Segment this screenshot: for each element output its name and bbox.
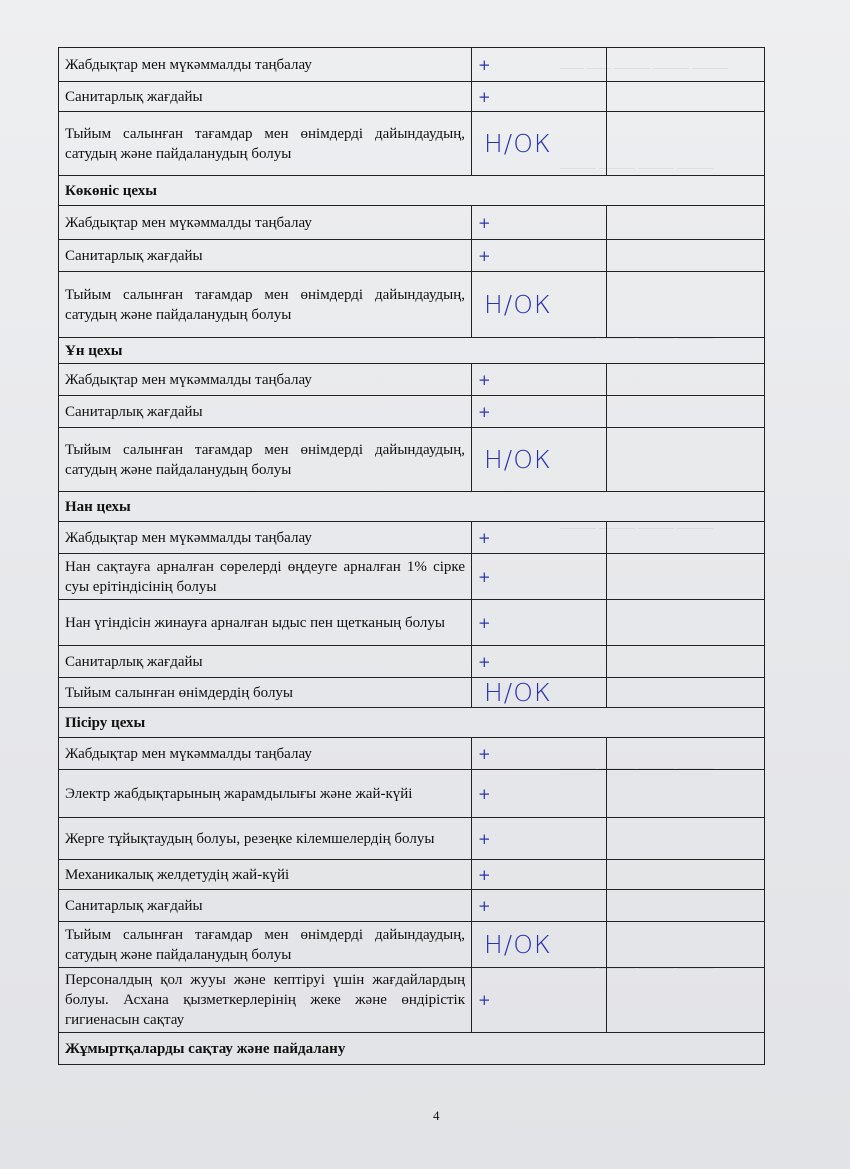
checklist-item-label: Персоналдың қол жууы және кептіруі үшін жағдайлардың болуы. Асхана қызметкерлерінің жеке және өндірістік гигиенасын сақтау <box>59 968 472 1033</box>
empty-cell <box>607 428 765 492</box>
bleed-through-texture: ——— ——— ——— ——— <box>560 960 713 974</box>
empty-cell <box>607 922 765 968</box>
handwritten-check-mark: + <box>472 364 607 396</box>
handwritten-check-mark: + <box>472 396 607 428</box>
empty-cell <box>607 48 765 82</box>
empty-cell <box>607 112 765 176</box>
checklist-row <box>59 112 765 176</box>
empty-cell <box>607 522 765 554</box>
section-header-row <box>59 338 765 364</box>
checklist-item-label: Жерге тұйықтаудың болуы, резеңке кілемшелердің болуы <box>59 818 472 860</box>
handwritten-note: Н/ОК <box>472 272 607 338</box>
checklist-row <box>59 554 765 600</box>
section-header-row <box>59 1033 765 1065</box>
empty-cell <box>607 738 765 770</box>
empty-cell <box>607 272 765 338</box>
handwritten-note: Н/ОК <box>472 922 607 968</box>
checklist-row <box>59 48 765 82</box>
bleed-through-texture: ——— ——— ——— ——— <box>560 160 713 174</box>
empty-cell <box>607 206 765 240</box>
handwritten-note: Н/ОК <box>472 678 607 708</box>
checklist-row <box>59 272 765 338</box>
handwritten-check-mark: + <box>472 738 607 770</box>
handwritten-check-mark: + <box>472 600 607 646</box>
handwritten-check-mark: + <box>472 206 607 240</box>
empty-cell <box>607 860 765 890</box>
checklist-row <box>59 890 765 922</box>
checklist-item-label: Санитарлық жағдайы <box>59 890 472 922</box>
checklist-item-label: Тыйым салынған өнімдердің болуы <box>59 678 472 708</box>
checklist-row <box>59 646 765 678</box>
checklist-row <box>59 968 765 1033</box>
section-title: Нан цехы <box>59 492 765 522</box>
handwritten-check-mark: + <box>472 48 607 82</box>
empty-cell <box>607 600 765 646</box>
checklist-row <box>59 922 765 968</box>
checklist-row <box>59 522 765 554</box>
inspection-checklist-table <box>58 47 765 1065</box>
checklist-row <box>59 860 765 890</box>
checklist-row <box>59 738 765 770</box>
handwritten-check-mark: + <box>472 522 607 554</box>
empty-cell <box>607 396 765 428</box>
empty-cell <box>607 554 765 600</box>
checklist-row <box>59 818 765 860</box>
handwritten-note: Н/ОК <box>472 428 607 492</box>
bleed-through-texture: ——— ——— ——— ——— <box>560 330 713 344</box>
bleed-through-texture: —— —— ——— ——— ——— <box>560 60 728 74</box>
section-title: Ұн цехы <box>59 338 765 364</box>
checklist-item-label: Жабдықтар мен мүкәммалды таңбалау <box>59 522 472 554</box>
section-header-row <box>59 492 765 522</box>
checklist-item-label: Санитарлық жағдайы <box>59 82 472 112</box>
handwritten-check-mark: + <box>472 860 607 890</box>
handwritten-check-mark: + <box>472 240 607 272</box>
checklist-item-label: Электр жабдықтарының жарамдылығы және жай-күйі <box>59 770 472 818</box>
empty-cell <box>607 678 765 708</box>
handwritten-check-mark: + <box>472 82 607 112</box>
checklist-item-label: Санитарлық жағдайы <box>59 646 472 678</box>
section-header-row <box>59 708 765 738</box>
empty-cell <box>607 240 765 272</box>
section-header-row <box>59 176 765 206</box>
checklist-item-label: Нан сақтауға арналған сөрелерді өңдеуге арналған 1% сірке суы ерітіндісінің болуы <box>59 554 472 600</box>
section-title: Көкөніс цехы <box>59 176 765 206</box>
checklist-item-label: Жабдықтар мен мүкәммалды таңбалау <box>59 738 472 770</box>
page-number: 4 <box>433 1108 440 1123</box>
checklist-row <box>59 364 765 396</box>
handwritten-check-mark: + <box>472 770 607 818</box>
checklist-item-label: Жабдықтар мен мүкәммалды таңбалау <box>59 364 472 396</box>
checklist-item-label: Тыйым салынған тағамдар мен өнімдерді дайындаудың, сатудың және пайдаланудың болуы <box>59 922 472 968</box>
empty-cell <box>607 770 765 818</box>
empty-cell <box>607 364 765 396</box>
checklist-item-label: Нан үгіндісін жинауға арналған ыдыс пен щетканың болуы <box>59 600 472 646</box>
checklist-row <box>59 240 765 272</box>
empty-cell <box>607 646 765 678</box>
section-title: Жұмыртқаларды сақтау және пайдалану <box>59 1033 765 1065</box>
handwritten-check-mark: + <box>472 968 607 1033</box>
handwritten-check-mark: + <box>472 890 607 922</box>
checklist-row <box>59 770 765 818</box>
checklist-row <box>59 82 765 112</box>
section-title: Пісіру цехы <box>59 708 765 738</box>
checklist-item-label: Тыйым салынған тағамдар мен өнімдерді дайындаудың, сатудың және пайдаланудың болуы <box>59 112 472 176</box>
checklist-item-label: Тыйым салынған тағамдар мен өнімдерді дайындаудың, сатудың және пайдаланудың болуы <box>59 428 472 492</box>
empty-cell <box>607 82 765 112</box>
checklist-item-label: Механикалық желдетудің жай-күйі <box>59 860 472 890</box>
bleed-through-texture: ——— ——— ——— ——— <box>560 520 713 534</box>
handwritten-note: Н/ОК <box>472 112 607 176</box>
empty-cell <box>607 818 765 860</box>
checklist-item-label: Жабдықтар мен мүкәммалды таңбалау <box>59 48 472 82</box>
checklist-row <box>59 600 765 646</box>
handwritten-check-mark: + <box>472 554 607 600</box>
bleed-through-texture: ——— ——— ——— ——— <box>560 760 713 774</box>
empty-cell <box>607 968 765 1033</box>
checklist-row <box>59 428 765 492</box>
checklist-item-label: Санитарлық жағдайы <box>59 240 472 272</box>
checklist-item-label: Санитарлық жағдайы <box>59 396 472 428</box>
checklist-item-label: Жабдықтар мен мүкәммалды таңбалау <box>59 206 472 240</box>
handwritten-check-mark: + <box>472 646 607 678</box>
checklist-item-label: Тыйым салынған тағамдар мен өнімдерді дайындаудың, сатудың және пайдаланудың болуы <box>59 272 472 338</box>
empty-cell <box>607 890 765 922</box>
checklist-row <box>59 678 765 708</box>
checklist-row <box>59 206 765 240</box>
checklist-row <box>59 396 765 428</box>
handwritten-check-mark: + <box>472 818 607 860</box>
